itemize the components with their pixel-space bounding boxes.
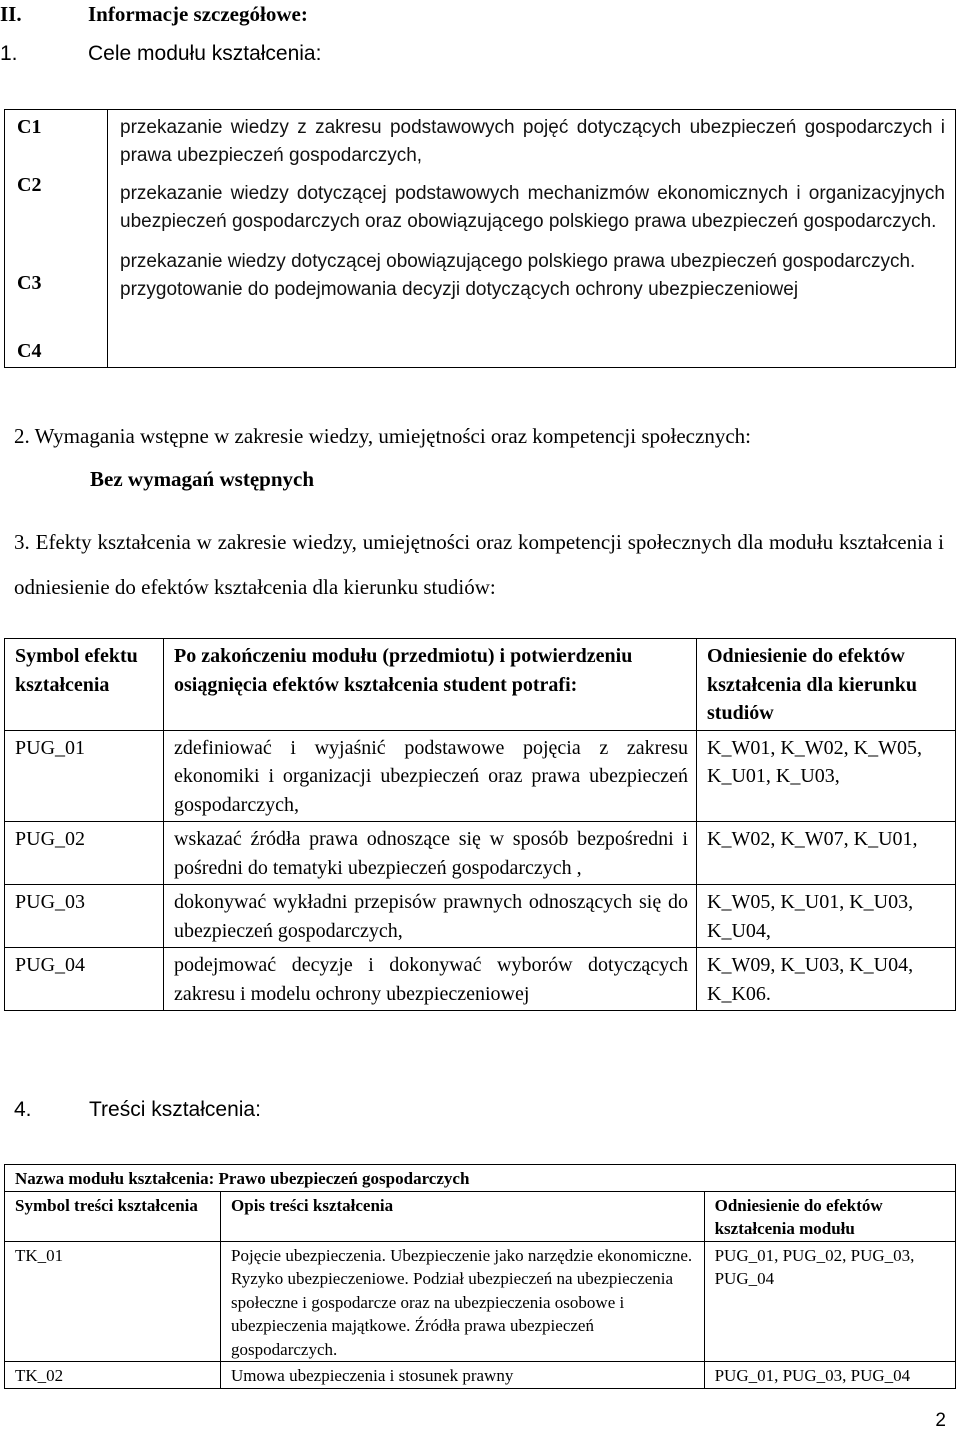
tresc-symbol: TK_01 xyxy=(5,1241,221,1362)
efekt-symbol: PUG_01 xyxy=(5,730,164,822)
module-name-row xyxy=(5,1165,956,1192)
efekt-odniesienie: K_W05, K_U01, K_U03, K_U04, xyxy=(697,885,956,948)
tresci-table xyxy=(4,1164,956,1389)
cele-text: przekazanie wiedzy z zakresu podstawowych pojęć dotyczących ubezpieczeń gospodarczych i prawa ubezpieczeń gospodarczych, xyxy=(120,117,945,166)
efekt-symbol: PUG_04 xyxy=(5,948,164,1011)
table-row xyxy=(5,822,956,885)
cele-symbol: C1 xyxy=(17,116,42,138)
efekty-heading: 3. Efekty kształcenia w zakresie wiedzy, umiejętności oraz kompetencji społecznych dla modułu kształcenia i odniesienie do efektów kształcenia dla kierunku studiów: xyxy=(14,530,944,599)
efekty-header-row xyxy=(5,639,956,731)
tresc-odniesienie: PUG_01, PUG_03, PUG_04 xyxy=(704,1362,955,1389)
tresci-title: Treści kształcenia: xyxy=(89,1098,261,1121)
cele-title: Cele modułu kształcenia: xyxy=(88,42,322,65)
header-opis: Opis treści kształcenia xyxy=(221,1191,705,1241)
cele-table xyxy=(4,109,956,368)
header-symbol: Symbol treści kształcenia xyxy=(5,1191,221,1241)
cele-symbols-cell xyxy=(5,110,108,368)
efekt-symbol: PUG_02 xyxy=(5,822,164,885)
header-symbol: Symbol efektu kształcenia xyxy=(5,639,164,731)
header-odniesienie: Odniesienie do efektów kształcenia modułu xyxy=(704,1191,955,1241)
wymagania-heading: 2. Wymagania wstępne w zakresie wiedzy, umiejętności oraz kompetencji społecznych: xyxy=(14,424,751,448)
module-name: Nazwa modułu kształcenia: Prawo ubezpieczeń gospodarczych xyxy=(5,1165,956,1192)
tresci-header-row xyxy=(5,1191,956,1241)
efekt-opis: zdefiniować i wyjaśnić podstawowe pojęcia z zakresu ekonomiki i organizacji ubezpieczeń oraz prawa ubezpieczeń gospodarczych, xyxy=(164,730,697,822)
efekt-odniesienie: K_W09, K_U03, K_U04, K_K06. xyxy=(697,948,956,1011)
efekty-table xyxy=(4,638,956,1011)
cele-text: przygotowanie do podejmowania decyzji dotyczących ochrony ubezpieczeniowej xyxy=(120,279,799,300)
section-number: II. xyxy=(0,2,22,26)
tresc-symbol: TK_02 xyxy=(5,1362,221,1389)
tresci-number: 4. xyxy=(14,1098,32,1121)
efekt-odniesienie: K_W01, K_W02, K_W05, K_U01, K_U03, xyxy=(697,730,956,822)
tresc-opis: Umowa ubezpieczenia i stosunek prawny xyxy=(221,1362,705,1389)
efekt-odniesienie: K_W02, K_W07, K_U01, xyxy=(697,822,956,885)
table-row xyxy=(5,1241,956,1362)
page-number: 2 xyxy=(935,1410,946,1431)
table-row xyxy=(5,948,956,1011)
cele-symbol: C2 xyxy=(17,174,42,196)
cele-heading xyxy=(0,42,321,66)
table-row xyxy=(5,885,956,948)
cele-text: przekazanie wiedzy dotyczącej podstawowych mechanizmów ekonomicznych i organizacyjnych ubezpieczeń gospodarczych oraz obowiązującego polskiego prawa ubezpieczeń gospodarczych. xyxy=(120,183,945,232)
header-opis: Po zakończeniu modułu (przedmiotu) i potwierdzeniu osiągnięcia efektów kształcenia student potrafi: xyxy=(164,639,697,731)
table-row xyxy=(5,1362,956,1389)
cele-symbol: C4 xyxy=(17,340,42,362)
section-title: Informacje szczegółowe: xyxy=(88,2,308,26)
efekt-symbol: PUG_03 xyxy=(5,885,164,948)
table-row xyxy=(5,730,956,822)
tresc-opis: Pojęcie ubezpieczenia. Ubezpieczenie jako narzędzie ekonomiczne. Ryzyko ubezpieczeniowe. Podział ubezpieczeń na ubezpieczenia społeczne i gospodarcze oraz na ubezpieczenia osobowe i ubezpieczenia majątkowe. Źródła prawa ubezpieczeń gospodarczych. xyxy=(221,1241,705,1362)
cele-symbol: C3 xyxy=(17,272,42,294)
efekt-opis: dokonywać wykładni przepisów prawnych odnoszących się do ubezpieczeń gospodarczych, xyxy=(164,885,697,948)
efekt-opis: podejmować decyzje i dokonywać wyborów dotyczących zakresu i modelu ochrony ubezpieczeniowej xyxy=(164,948,697,1011)
tresc-odniesienie: PUG_01, PUG_02, PUG_03, PUG_04 xyxy=(704,1241,955,1362)
efekt-opis: wskazać źródła prawa odnoszące się w sposób bezpośredni i pośredni do tematyki ubezpieczeń gospodarczych , xyxy=(164,822,697,885)
cele-texts-cell xyxy=(108,110,956,368)
section-heading xyxy=(0,2,400,27)
tresci-heading xyxy=(14,1098,261,1122)
cele-number: 1. xyxy=(0,42,18,65)
header-odniesienie: Odniesienie do efektów kształcenia dla kierunku studiów xyxy=(697,639,956,731)
cele-text: przekazanie wiedzy dotyczącej obowiązującego polskiego prawa ubezpieczeń gospodarczych. xyxy=(120,251,916,272)
wymagania-value: Bez wymagań wstępnych xyxy=(90,467,314,491)
